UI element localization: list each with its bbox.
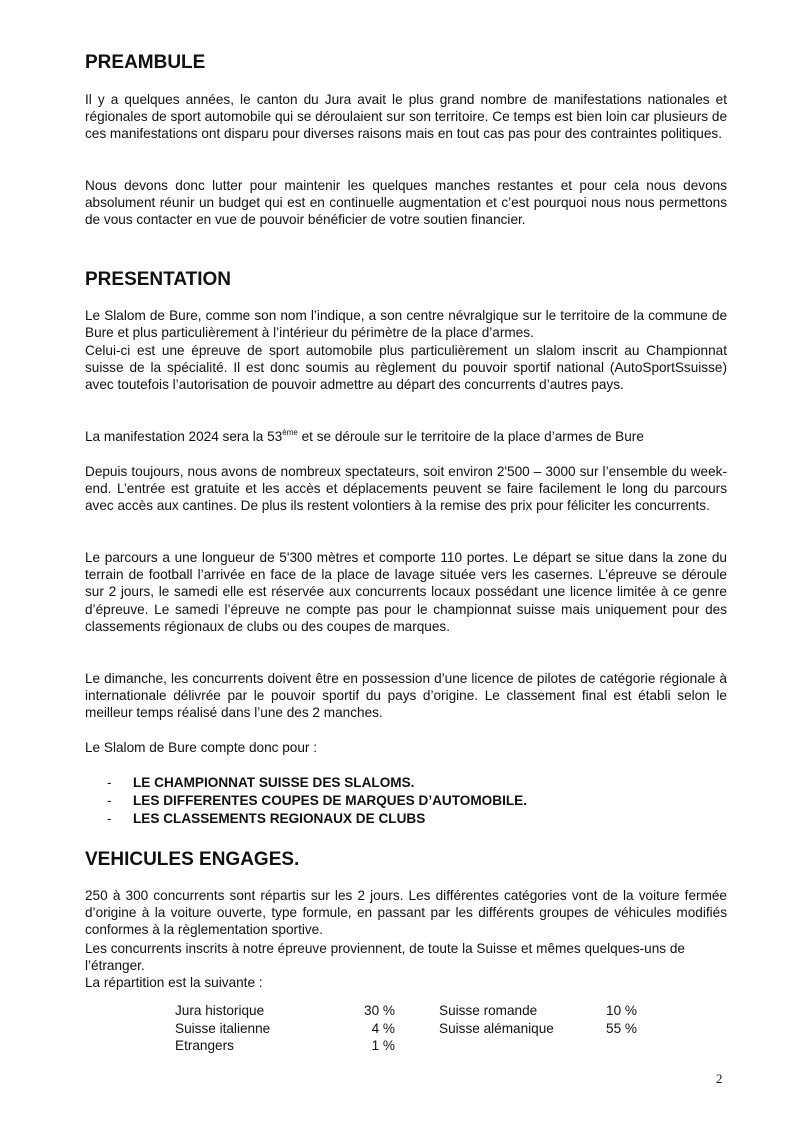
- section-title-presentation: PRESENTATION: [85, 269, 232, 290]
- presentation-paragraph-5: Le dimanche, les concurrents doivent être en possession d’une licence de pilotes de catégorie régionale à internationale délivrée par le pouvoir sportif du pays d’origine. Le classement final est établi selon le meilleur temps réalisé dans l’une des 2 manches.: [85, 671, 727, 721]
- edition-text-end: et se déroule sur le territoire de la place d’armes de Bure: [297, 429, 644, 444]
- region-percentage: 4 %: [371, 1020, 395, 1036]
- bullet-dash: -: [107, 775, 112, 790]
- bullet-dash: -: [107, 810, 112, 826]
- list-item: [85, 774, 527, 792]
- region-percentage: 10 %: [606, 1003, 637, 1018]
- region-name: Jura historique: [175, 1003, 265, 1018]
- list-item-text: LES DIFFERENTES COUPES DE MARQUES D’AUTOMOBILE.: [133, 792, 527, 808]
- presentation-paragraph-2: [85, 428, 727, 445]
- list-item-text: LE CHAMPIONNAT SUISSE DES SLALOMS.: [133, 775, 415, 790]
- bullet-list: [85, 774, 527, 827]
- region-name: Suisse alémanique: [439, 1020, 554, 1036]
- edition-superscript: ème: [282, 428, 298, 437]
- preambule-paragraph-2: Nous devons donc lutter pour maintenir les quelques manches restantes et pour cela nous devons absolument réunir un budget qui est en continuelle augmentation et c’est pourquoi nous nous permettons de vous contacter en vue de pouvoir bénéficier de votre soutien financier.: [85, 178, 727, 228]
- presentation-paragraph-3: Depuis toujours, nous avons de nombreux spectateurs, soit environ 2'500 – 3000 sur l’ensemble du week-end. L’entrée est gratuite et les accès et déplacements peuvent se faire facilement le long du parcours avec accès aux cantines. De plus ils restent volontiers à la remise des prix pour féliciter les concurrents.: [85, 464, 727, 514]
- presentation-paragraph-6: Le Slalom de Bure compte donc pour :: [85, 740, 317, 755]
- table-row: [175, 1037, 637, 1055]
- list-item: [85, 810, 527, 828]
- region-name: [439, 1037, 585, 1055]
- region-percentage: [585, 1037, 637, 1055]
- presentation-paragraph-4: Le parcours a une longueur de 5'300 mètres et comporte 110 portes. Le départ se situe dans la zone du terrain de football l’arrivée en face de la place de lavage située vers les casernes. L’épreuve se déroule sur 2 jours, le samedi elle est réservée aux concurrents locaux possédant une licence limitée à ce genre d’épreuve. Le samedi l’épreuve ne compte pas pour le championnat suisse mais uniquement pour des classements régionaux de clubs ou des coupes de marques.: [85, 550, 727, 634]
- region-name: Etrangers: [175, 1038, 234, 1053]
- presentation-paragraph-1a: Le Slalom de Bure, comme son nom l’indique, a son centre névralgique sur le territoire de la commune de Bure et plus particulièrement à l’intérieur du périmètre de la place d’armes.: [85, 308, 727, 341]
- vehicules-paragraph-2: Les concurrents inscrits à notre épreuve proviennent, de toute la Suisse et mêmes quelques-uns de l’étranger.: [85, 941, 685, 974]
- vehicules-paragraph-1: 250 à 300 concurrents sont répartis sur les 2 jours. Les différentes catégories vont de la voiture fermée d’origine à la voiture ouverte, type formule, en passant par les différents groupes de véhicules modifiés conformes à la règlementation sportive.: [85, 888, 727, 938]
- preambule-paragraph-1: Il y a quelques années, le canton du Jura avait le plus grand nombre de manifestations nationales et régionales de sport automobile qui se déroulaient sur son territoire. Ce temps est bien loin car plusieurs de ces manifestations ont disparu pour diverses raisons mais en tout cas pas pour des contraintes politiques.: [85, 92, 727, 142]
- region-percentage: 55 %: [606, 1020, 637, 1036]
- edition-text: La manifestation 2024 sera la 53: [85, 429, 283, 444]
- region-name: Suisse romande: [439, 1003, 538, 1018]
- vehicules-paragraph-3: La répartition est la suivante :: [85, 975, 263, 990]
- table-row: [175, 1002, 637, 1020]
- bullet-dash: -: [107, 792, 112, 808]
- section-title-vehicules: VEHICULES ENGAGES.: [85, 849, 300, 870]
- page-number: 2: [716, 1071, 723, 1086]
- list-item: [85, 792, 527, 810]
- region-percentage: 30 %: [364, 1003, 395, 1018]
- presentation-paragraph-1b: Celui-ci est une épreuve de sport automobile plus particulièrement un slalom inscrit au Championnat suisse de la spécialité. Il est donc soumis au règlement du pouvoir sportif national (AutoSportSsuisse) avec toutefois l’autorisation de pouvoir admettre au départ des concurrents d’autres pays.: [85, 343, 727, 393]
- list-item-text: LES CLASSEMENTS REGIONAUX DE CLUBS: [133, 810, 426, 826]
- repartition-table: [175, 1002, 637, 1055]
- table-row: [175, 1020, 637, 1038]
- region-percentage: 1 %: [371, 1038, 395, 1053]
- region-name: Suisse italienne: [175, 1020, 271, 1036]
- section-title-preambule: PREAMBULE: [85, 52, 206, 73]
